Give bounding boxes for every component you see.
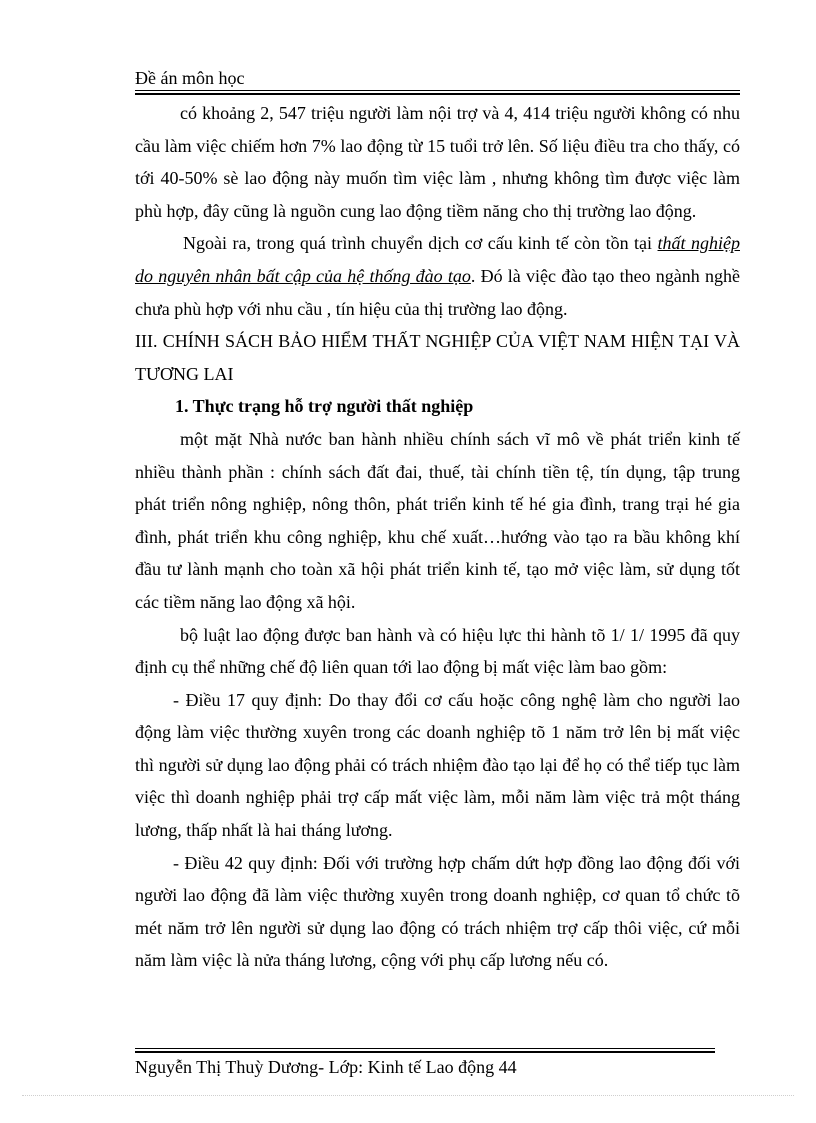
footer-rule-thick [135,1051,715,1053]
header-rule-thick [135,93,740,95]
subheading: 1. Thực trạng hỗ trợ người thất nghiệp [175,396,474,417]
page-edge-divider [22,1095,794,1096]
paragraph-4: bộ luật lao động được ban hành và có hiệu lực thi hành tõ 1/ 1/ 1995 đã quy định cụ thể những chế độ liên quan tới lao động bị mất việc làm bao gồm: [135,624,740,678]
paragraph-3: một mặt Nhà nước ban hành nhiều chính sách vĩ mô về phát triển kinh tế nhiều thành phần : chính sách đất đai, thuế, tài chính tiền tệ, tín dụng, tập trung phát triển nông nghiệp, nông thôn, phát triển kinh tế hé gia đình, trang trại hé gia đình, phát triển khu công nghiệp, khu chế xuất…hướng vào tạo ra bầu không khí đầu tư lành mạnh cho toàn xã hội phát triển kinh tế, tạo mở việc làm, sử dụng tốt các tiềm năng lao động xã hội. [135,428,740,612]
unemployment-training-link: thất nghiệp do nguyên nhân bất cập của hệ thống đào tạo [135,233,740,286]
footer-author: Nguyễn Thị Thuỳ Dương- Lớp: Kinh tế Lao động 44 [135,1057,517,1077]
footer-rule-thin [135,1048,715,1049]
paragraph-2 [135,227,740,325]
header-title: Đề án môn học [135,68,245,88]
header-rule-thin [135,90,740,91]
paragraph-2-before: Ngoài ra, trong quá trình chuyển dịch cơ cấu kinh tế còn tồn tại [183,233,658,254]
article-17-paragraph: - Điều 17 quy định: Do thay đổi cơ cấu hoặc công nghệ làm cho người lao động làm việc thường xuyên trong các doanh nghiệp tõ 1 năm trở lên bị mất việc thì người sử dụng lao động phải có trách nhiệm đào tạo lại để họ có thể tiếp tục làm việc thì doanh nghiệp phải trợ cấp mất việc làm, mỗi năm làm việc trả một tháng lương, thấp nhất là hai tháng lương. [135,689,740,841]
paragraph-2-after: . Đó là việc đào tạo theo ngành nghề chưa phù hợp với nhu cầu , tín hiệu của thị trường lao động. [135,265,740,319]
section-heading: III. CHÍNH SÁCH BẢO HIỂM THẤT NGHIỆP CỦA VIỆT NAM HIỆN TẠI VÀ TƯƠNG LAI [135,331,740,384]
paragraph-1: có khoảng 2, 547 triệu người làm nội trợ và 4, 414 triệu người không có nhu cầu làm việc chiếm hơn 7% lao động từ 15 tuổi trở lên. Số liệu điều tra cho thấy, có tới 40-50% sè lao động này muốn tìm việc làm , nhưng không tìm được việc làm phù hợp, đây cũng là nguồn cung lao động tiềm năng cho thị trường lao động. [135,103,740,221]
document-body [135,97,740,977]
article-42-paragraph: - Điều 42 quy định: Đối với trường hợp chấm dứt hợp đồng lao động đối với người lao động đã làm việc thường xuyên trong doanh nghiệp, cơ quan tổ chức tõ mét năm trở lên người sử dụng lao động có trách nhiệm trợ cấp thôi việc, cứ mỗi năm làm việc là nửa tháng lương, cộng với phụ cấp lương nếu có. [135,852,740,971]
